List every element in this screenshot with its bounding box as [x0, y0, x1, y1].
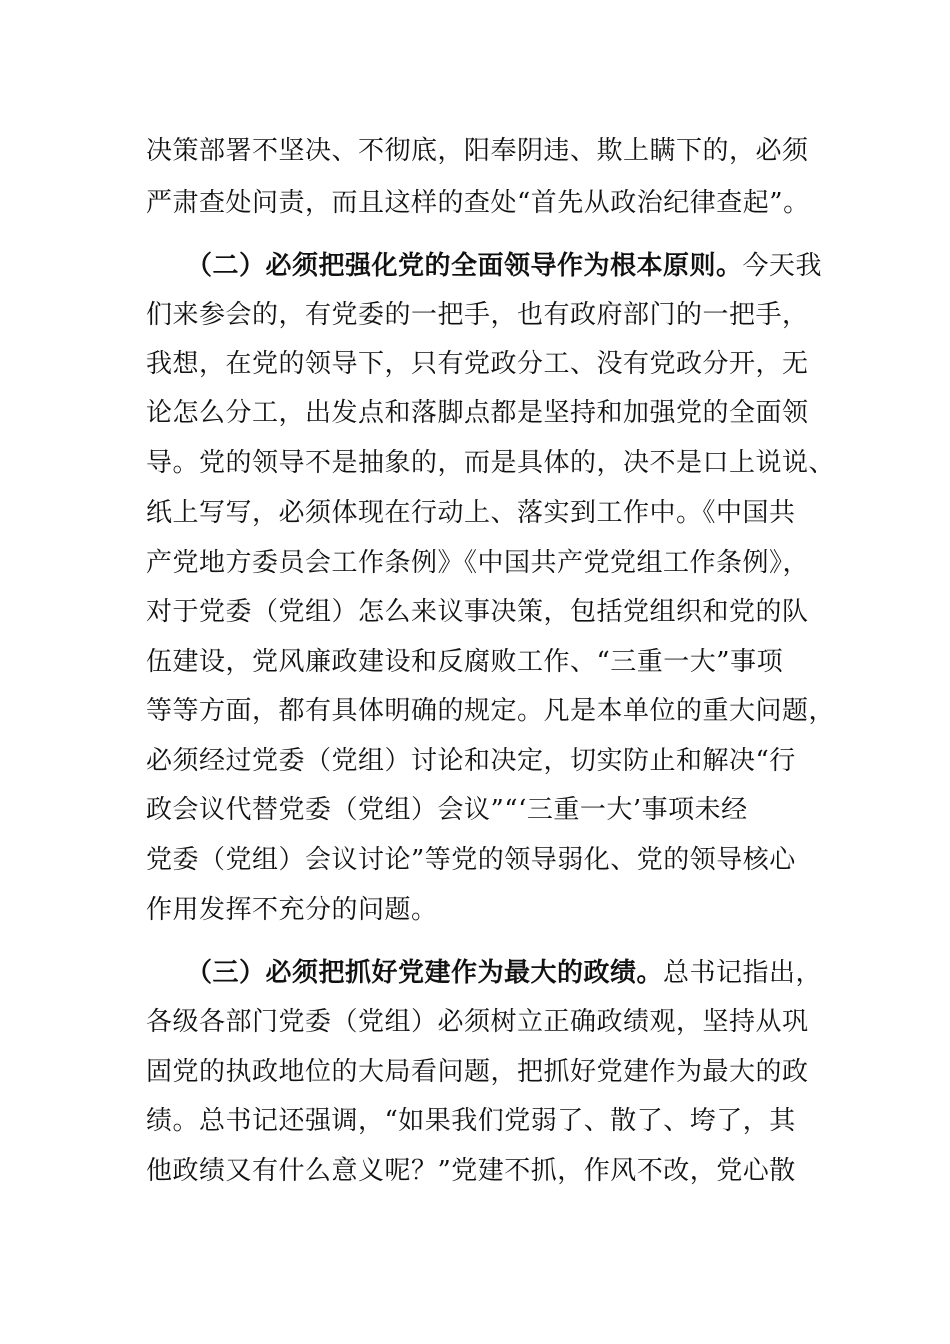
body-text: 今天我	[742, 251, 823, 281]
body-text-line: 伍建设，党风廉政建设和反腐败工作、“三重一大”事项	[146, 647, 784, 677]
body-text-line: 等等方面，都有具体明确的规定。凡是本单位的重大问题，	[146, 696, 836, 726]
body-text-line: 各级各部门党委（党组）必须树立正确政绩观，坚持从巩	[146, 1007, 809, 1037]
section-heading-line	[186, 246, 823, 286]
body-text-line: 他政绩又有什么意义呢？”党建不抓，作风不改，党心散	[146, 1156, 796, 1186]
section-heading-line	[186, 953, 823, 993]
body-text-line: 论怎么分工，出发点和落脚点都是坚持和加强党的全面领	[146, 398, 809, 428]
body-text-line: 政会议代替党委（党组）会议”“‘三重一大’事项未经	[146, 795, 748, 825]
section-heading: （三）必须把抓好党建作为最大的政绩。	[186, 958, 664, 988]
section-heading: （二）必须把强化党的全面领导作为根本原则。	[186, 251, 743, 281]
body-text-line: 对于党委（党组）怎么来议事决策，包括党组织和党的队	[146, 597, 809, 627]
body-text-line: 们来参会的，有党委的一把手，也有政府部门的一把手，	[146, 300, 809, 330]
body-text-line: 党委（党组）会议讨论”等党的领导弱化、党的领导核心	[146, 845, 796, 875]
body-text-line: 产党地方委员会工作条例》《中国共产党党组工作条例》，	[146, 548, 810, 578]
body-text-line: 决策部署不坚决、不彻底，阳奉阴违、欺上瞒下的，必须	[146, 136, 809, 166]
body-text-line: 严肃查处问责，而且这样的查处“首先从政治纪律查起”。	[146, 188, 810, 218]
body-text-line: 绩。总书记还强调，“如果我们党弱了、散了、垮了，其	[146, 1106, 796, 1136]
body-text-line: 作用发挥不充分的问题。	[146, 895, 438, 925]
body-text: 总书记指出，	[663, 958, 823, 988]
body-text-line: 纸上写写，必须体现在行动上、落实到工作中。《中国共	[146, 498, 796, 528]
body-text-line: 固党的执政地位的大局看问题，把抓好党建作为最大的政	[146, 1057, 809, 1087]
body-text-line: 导。党的领导不是抽象的，而是具体的，决不是口上说说、	[146, 448, 836, 478]
body-text-line: 必须经过党委（党组）讨论和决定，切实防止和解决“行	[146, 746, 796, 776]
body-text-line: 我想，在党的领导下，只有党政分工、没有党政分开，无	[146, 349, 809, 379]
